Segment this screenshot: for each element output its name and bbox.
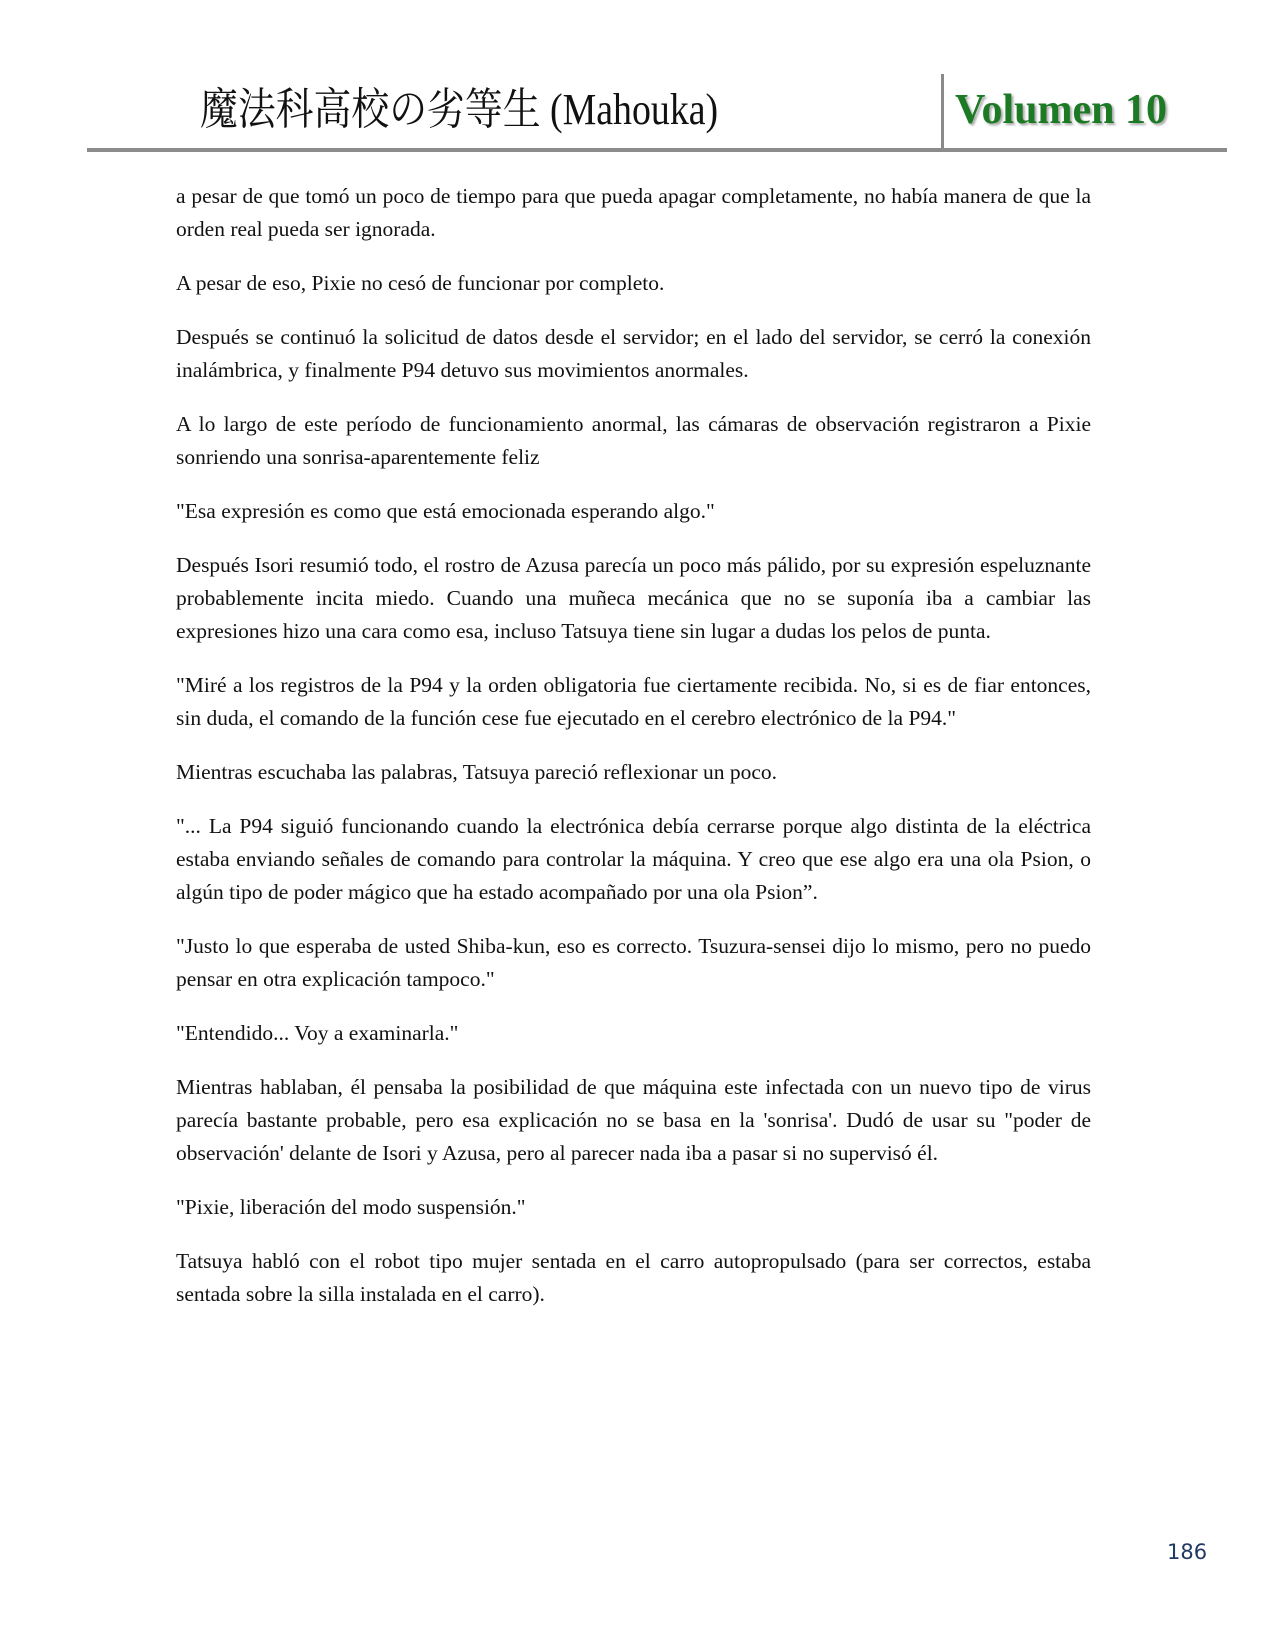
paragraph: A lo largo de este período de funcionamiento anormal, las cámaras de observación registraron a Pixie sonriendo una sonrisa-aparentemente feliz — [176, 412, 1091, 469]
page-body — [176, 180, 1091, 1332]
paragraph: Mientras hablaban, él pensaba la posibilidad de que máquina este infectada con un nuevo tipo de virus parecía bastante probable, pero esa explicación no se basa en la 'sonrisa'. Dudó de usar su "poder de observación' delante de Isori y Azusa, pero al parecer nada iba a pasar si no supervisó él. — [176, 1075, 1091, 1165]
paragraph: "Entendido... Voy a examinarla." — [176, 1021, 459, 1045]
paragraph: "Pixie, liberación del modo suspensión." — [176, 1195, 526, 1219]
header-divider — [941, 74, 944, 150]
book-title: 魔法科高校の劣等生 (Mahouka) — [200, 85, 719, 134]
paragraph: Después se continuó la solicitud de datos desde el servidor; en el lado del servidor, se cerró la conexión inalámbrica, y finalmente P94 detuvo sus movimientos anormales. — [176, 325, 1091, 382]
header-rule — [87, 148, 1227, 152]
paragraph: Tatsuya habló con el robot tipo mujer sentada en el carro autopropulsado (para ser correctos, estaba sentada sobre la silla instalada en el carro). — [176, 1249, 1091, 1306]
page-number: 186 — [1167, 1540, 1208, 1564]
paragraph: "Justo lo que esperaba de usted Shiba-kun, eso es correcto. Tsuzura-sensei dijo lo mismo, pero no puedo pensar en otra explicación tampoco." — [176, 934, 1091, 991]
paragraph: "Miré a los registros de la P94 y la orden obligatoria fue ciertamente recibida. No, si es de fiar entonces, sin duda, el comando de la función cese fue ejecutado en el cerebro electrónico de la P94." — [176, 673, 1091, 730]
paragraph: A pesar de eso, Pixie no cesó de funcionar por completo. — [176, 271, 665, 295]
paragraph: Mientras escuchaba las palabras, Tatsuya pareció reflexionar un poco. — [176, 760, 778, 784]
paragraph: Después Isori resumió todo, el rostro de Azusa parecía un poco más pálido, por su expresión espeluznante probablemente incita miedo. Cuando una muñeca mecánica que no se suponía iba a cambiar las expresiones hizo una cara como esa, incluso Tatsuya tiene sin lugar a dudas los pelos de punta. — [176, 553, 1091, 643]
paragraph: "Esa expresión es como que está emocionada esperando algo." — [176, 499, 715, 523]
paragraph: "... La P94 siguió funcionando cuando la electrónica debía cerrarse porque algo distinta de la eléctrica estaba enviando señales de comando para controlar la máquina. Y creo que ese algo era una ola Psion, o algún tipo de poder mágico que ha estado acompañado por una ola Psion”. — [176, 814, 1091, 904]
volume-label: Volumen 10 — [955, 87, 1167, 133]
paragraph: a pesar de que tomó un poco de tiempo para que pueda apagar completamente, no había manera de que la orden real pueda ser ignorada. — [176, 184, 1091, 241]
